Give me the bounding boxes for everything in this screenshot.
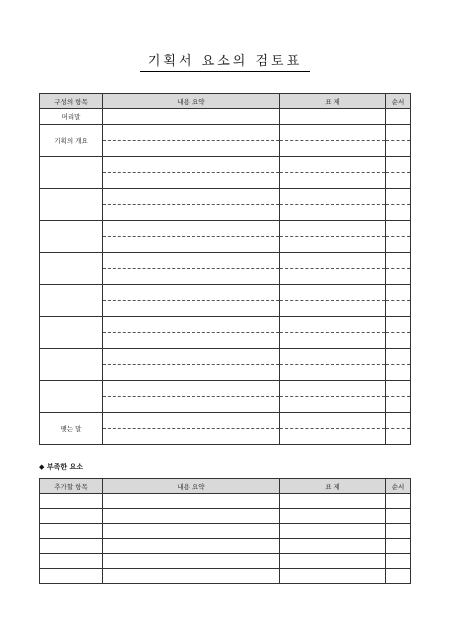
document-title: 기획서 요소의 검토표: [140, 50, 310, 72]
caption-cell[interactable]: [280, 125, 386, 141]
caption-cell[interactable]: [280, 349, 386, 365]
order-cell[interactable]: [386, 429, 411, 445]
order-cell[interactable]: [386, 554, 411, 569]
order-cell[interactable]: [386, 157, 411, 173]
table-row: [40, 221, 411, 237]
table-row: [40, 349, 411, 365]
missing-table-body: [40, 494, 411, 584]
row-label-blank: [40, 349, 103, 381]
summary-cell[interactable]: [103, 125, 280, 141]
summary-cell[interactable]: [103, 173, 280, 189]
caption-cell[interactable]: [280, 554, 386, 569]
review-table-header: [40, 94, 411, 109]
caption-cell[interactable]: [280, 157, 386, 173]
caption-cell[interactable]: [280, 221, 386, 237]
order-cell[interactable]: [386, 365, 411, 381]
missing-elements-table: [39, 478, 411, 584]
order-cell[interactable]: [386, 285, 411, 301]
table-row: [40, 494, 411, 509]
table-row: [40, 381, 411, 397]
table-row: [40, 125, 411, 141]
order-cell[interactable]: [386, 413, 411, 429]
summary-cell[interactable]: [103, 285, 280, 301]
review-table: [39, 93, 411, 445]
order-cell[interactable]: [386, 301, 411, 317]
caption-cell[interactable]: [280, 539, 386, 554]
summary-cell[interactable]: [103, 429, 280, 445]
caption-cell[interactable]: [280, 569, 386, 584]
order-cell[interactable]: [386, 189, 411, 205]
summary-cell[interactable]: [103, 365, 280, 381]
table-row: [40, 569, 411, 584]
table-row: [40, 285, 411, 301]
summary-cell[interactable]: [103, 539, 280, 554]
summary-cell[interactable]: [103, 554, 280, 569]
order-cell[interactable]: [386, 141, 411, 157]
order-cell[interactable]: [386, 349, 411, 365]
document-title-wrap: [0, 50, 450, 72]
summary-cell[interactable]: [103, 189, 280, 205]
row-label-blank: [40, 285, 103, 317]
summary-cell[interactable]: [103, 333, 280, 349]
order-cell[interactable]: [386, 253, 411, 269]
caption-cell[interactable]: [280, 173, 386, 189]
table-row: [40, 317, 411, 333]
header-summary: 내용 요약: [103, 94, 280, 109]
order-cell[interactable]: [386, 237, 411, 253]
summary-cell[interactable]: [103, 349, 280, 365]
row-label-blank: [40, 221, 103, 253]
summary-cell[interactable]: [103, 221, 280, 237]
caption-cell[interactable]: [280, 189, 386, 205]
caption-cell[interactable]: [280, 205, 386, 221]
summary-cell[interactable]: [103, 141, 280, 157]
summary-cell[interactable]: [103, 237, 280, 253]
table-row: [40, 189, 411, 205]
summary-cell[interactable]: [103, 524, 280, 539]
summary-cell[interactable]: [103, 205, 280, 221]
order-cell[interactable]: [386, 109, 411, 125]
item-cell[interactable]: [40, 524, 103, 539]
caption-cell[interactable]: [280, 109, 386, 125]
order-cell[interactable]: [386, 333, 411, 349]
item-cell[interactable]: [40, 539, 103, 554]
caption-cell[interactable]: [280, 301, 386, 317]
caption-cell[interactable]: [280, 429, 386, 445]
item-cell[interactable]: [40, 494, 103, 509]
table-row: [40, 509, 411, 524]
caption-cell[interactable]: [280, 317, 386, 333]
order-cell[interactable]: [386, 317, 411, 333]
order-cell[interactable]: [386, 397, 411, 413]
header-summary: 내용 요약: [103, 479, 280, 494]
row-label-overview: 기획의 개요: [40, 125, 103, 157]
order-cell[interactable]: [386, 381, 411, 397]
summary-cell[interactable]: [103, 494, 280, 509]
summary-cell[interactable]: [103, 301, 280, 317]
order-cell[interactable]: [386, 539, 411, 554]
row-label-blank: [40, 253, 103, 285]
caption-cell[interactable]: [280, 285, 386, 301]
header-item: 구성의 항목: [40, 94, 103, 109]
row-label-blank: [40, 381, 103, 413]
caption-cell[interactable]: [280, 381, 386, 397]
header-order: 순서: [386, 94, 411, 109]
row-label-blank: [40, 157, 103, 189]
header-add-item: 추가할 항목: [40, 479, 103, 494]
caption-cell[interactable]: [280, 237, 386, 253]
summary-cell[interactable]: [103, 253, 280, 269]
caption-cell[interactable]: [280, 397, 386, 413]
order-cell[interactable]: [386, 173, 411, 189]
order-cell[interactable]: [386, 205, 411, 221]
order-cell[interactable]: [386, 524, 411, 539]
caption-cell[interactable]: [280, 413, 386, 429]
caption-cell[interactable]: [280, 494, 386, 509]
table-row: [40, 524, 411, 539]
order-cell[interactable]: [386, 569, 411, 584]
row-label-intro: 머리말: [40, 109, 103, 125]
summary-cell[interactable]: [103, 509, 280, 524]
caption-cell[interactable]: [280, 141, 386, 157]
table-row: [40, 539, 411, 554]
order-cell[interactable]: [386, 221, 411, 237]
summary-cell[interactable]: [103, 109, 280, 125]
caption-cell[interactable]: [280, 509, 386, 524]
item-cell[interactable]: [40, 554, 103, 569]
summary-cell[interactable]: [103, 317, 280, 333]
summary-cell[interactable]: [103, 381, 280, 397]
table-row: [40, 554, 411, 569]
table-row: [40, 109, 411, 125]
header-order: 순서: [386, 479, 411, 494]
order-cell[interactable]: [386, 269, 411, 285]
summary-cell[interactable]: [103, 157, 280, 173]
review-table-body: [40, 109, 411, 445]
item-cell[interactable]: [40, 569, 103, 584]
order-cell[interactable]: [386, 125, 411, 141]
table-row: [40, 413, 411, 429]
row-label-blank: [40, 189, 103, 221]
caption-cell[interactable]: [280, 365, 386, 381]
header-caption: 표 제: [280, 94, 386, 109]
summary-cell[interactable]: [103, 397, 280, 413]
caption-cell[interactable]: [280, 269, 386, 285]
table-row: [40, 253, 411, 269]
caption-cell[interactable]: [280, 524, 386, 539]
caption-cell[interactable]: [280, 253, 386, 269]
header-caption: 표 제: [280, 479, 386, 494]
order-cell[interactable]: [386, 494, 411, 509]
summary-cell[interactable]: [103, 269, 280, 285]
item-cell[interactable]: [40, 509, 103, 524]
summary-cell[interactable]: [103, 569, 280, 584]
row-label-closing: 맺는 말: [40, 413, 103, 445]
missing-table-header: [40, 479, 411, 494]
missing-elements-heading: ◆ 부족한 요소: [39, 463, 84, 471]
caption-cell[interactable]: [280, 333, 386, 349]
summary-cell[interactable]: [103, 413, 280, 429]
table-row: [40, 157, 411, 173]
row-label-blank: [40, 317, 103, 349]
order-cell[interactable]: [386, 509, 411, 524]
